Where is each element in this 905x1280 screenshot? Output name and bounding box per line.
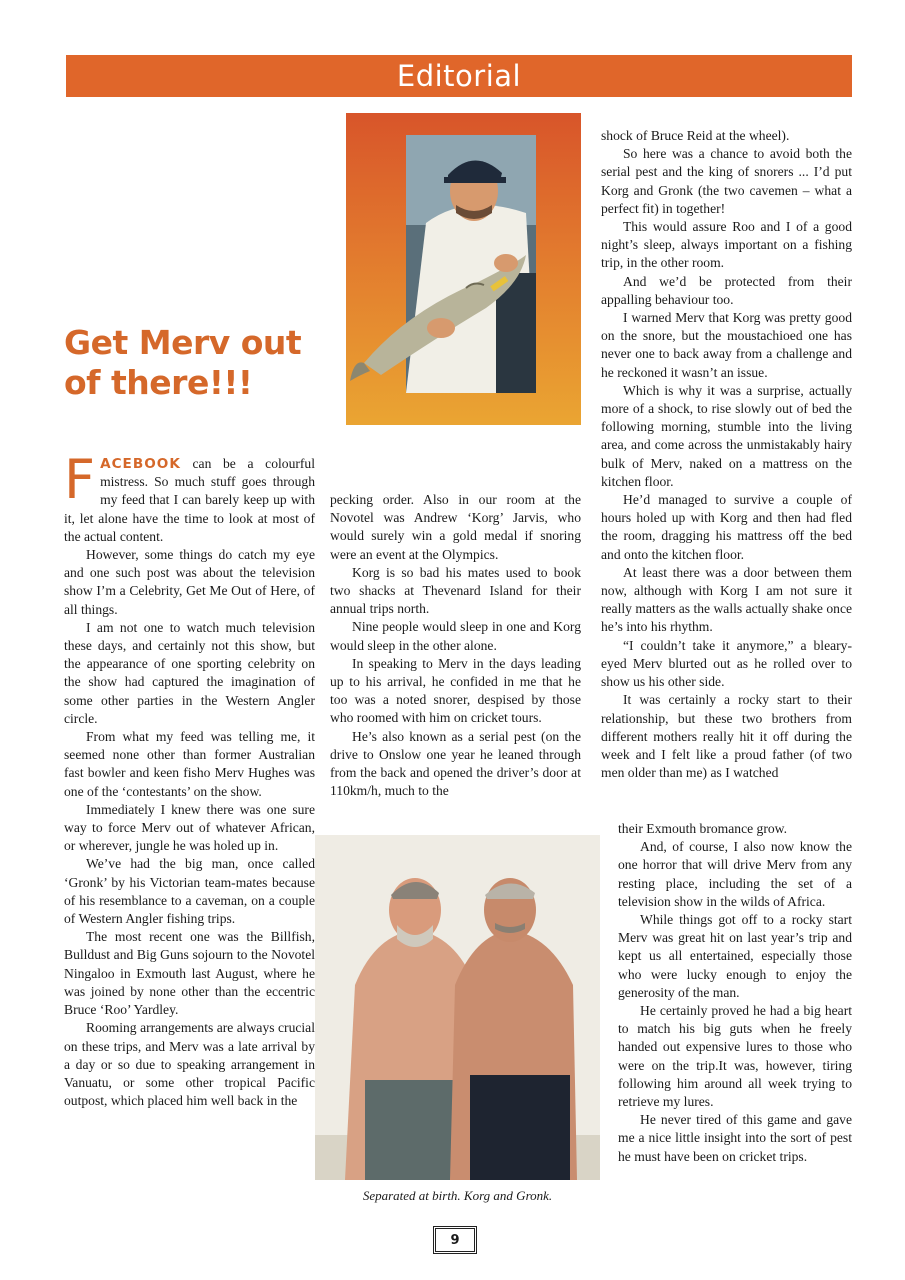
page-number: 9 bbox=[433, 1226, 477, 1254]
drop-cap: F bbox=[64, 448, 96, 511]
article-title: Get Merv out of there!!! bbox=[64, 323, 302, 402]
paragraph: In speaking to Merv in the days leading up to his arrival, he confided in me that he too was a noted snorer, despised by those who roomed with him on cricket tours. bbox=[330, 655, 581, 726]
paragraph: I am not one to watch much television these days, and certainly not this show, but the appearance of one sporting celebrity on the show had captured the imagination of some other parties in the Western Angler circle. bbox=[64, 619, 315, 726]
paragraph: “I couldn’t take it anymore,” a bleary-eyed Merv blurted out as he rolled over to show us his other side. bbox=[601, 637, 852, 690]
paragraph: Korg is so bad his mates used to book two shacks at Thevenard Island for their annual trips north. bbox=[330, 564, 581, 617]
paragraph: The most recent one was the Billfish, Bulldust and Big Guns sojourn to the Novotel Ningaloo in Exmouth last August, where he was joined by none other than the eccentric Bruce ‘Roo’ Yardley. bbox=[64, 929, 315, 1018]
paragraph: He’s also known as a serial pest (on the drive to Onslow one year he leaned through from the back and opened the driver’s door at 110km/h, much to the bbox=[330, 728, 581, 799]
article-column-3 bbox=[601, 127, 852, 782]
korg-and-gronk-photo bbox=[315, 835, 600, 1180]
article-column-1 bbox=[64, 448, 315, 1110]
paragraph: At least there was a door between them now, although with Korg I am not sure it really matters as the walls actually shake once he’s into his rhythm. bbox=[601, 564, 853, 635]
paragraph: Nine people would sleep in one and Korg would sleep in the other alone. bbox=[330, 619, 581, 653]
paragraph: And, of course, I also now know the one horror that will drive Merv from any resting place, including the set of a television show in the wilds of Africa. bbox=[618, 839, 852, 909]
section-banner bbox=[66, 55, 852, 97]
paragraph: Immediately I knew there was one sure way to force Merv out of whatever African, or wherever, jungle he was holed up in. bbox=[64, 801, 315, 854]
fisherman-photo bbox=[346, 113, 581, 425]
two-men-illustration bbox=[315, 835, 600, 1180]
paragraph: And we’d be protected from their appalling behaviour too. bbox=[601, 273, 852, 307]
photo-caption: Separated at birth. Korg and Gronk. bbox=[362, 1188, 553, 1203]
paragraph: So here was a chance to avoid both the serial pest and the king of snorers ... I’d put Korg and Gronk (the two cavemen – what a perfect fit) in together! bbox=[601, 146, 852, 216]
paragraph: He never tired of this game and gave me a nice little insight into the sort of pest he must have been on cricket trips. bbox=[618, 1112, 852, 1164]
paragraph: Rooming arrangements are always crucial on these trips, and Merv was a late arrival by a day or so due to speaking arrangement in Vanuatu, or some other tropical Pacific outpost, which placed him well back in the bbox=[64, 1020, 315, 1109]
paragraph: However, some things do catch my eye and one such post was about the television show I’m a Celebrity, Get Me Out of Here, of all things. bbox=[64, 547, 315, 617]
paragraph: While things got off to a rocky start Merv was great hit on last year’s trip and kept us all entertained, especially those who were lucky enough to enjoy the generosity of the man. bbox=[618, 912, 852, 1000]
paragraph: He’d managed to survive a couple of hours holed up with Korg and then had fled the room, dragging his mattress off the bed and onto the kitchen floor. bbox=[601, 492, 852, 562]
paragraph: shock of Bruce Reid at the wheel). bbox=[601, 128, 790, 143]
opening-paragraph bbox=[64, 448, 315, 546]
paragraph: From what my feed was telling me, it seemed none other than former Australian fast bowler and keen fisho Merv Hughes was one of the ‘contestants’ on the show. bbox=[64, 729, 315, 799]
section-title: Editorial bbox=[396, 59, 522, 93]
article-column-3-continued bbox=[618, 820, 852, 1166]
paragraph: This would assure Roo and I of a good night’s sleep, always important on a fishing trip, in the other room. bbox=[601, 219, 852, 271]
paragraph: Which is why it was a surprise, actually more of a shock, to rise slowly out of bed the following morning, stumble into the living area, and come across the unmistakably hairy bulk of Merv, naked on a mattress on the kitchen floor. bbox=[601, 382, 852, 489]
paragraph: We’ve had the big man, once called ‘Gronk’ by his Victorian team-mates because of his resemblance to a caveman, on a couple of Western Angler fishing trips. bbox=[64, 856, 315, 927]
fisherman-illustration bbox=[346, 113, 581, 425]
paragraph: He certainly proved he had a big heart to match his big guts when he freely handed out expensive lures to those who were on the trip.It was, however, tiring following him around all week trying to retrieve my lures. bbox=[618, 1003, 852, 1110]
paragraph: It was certainly a rocky start to their relationship, but these two brothers from different mothers really hit it off during the week and I felt like a proud father (of two men older than me) as I watched bbox=[601, 692, 852, 781]
paragraph: pecking order. Also in our room at the Novotel was Andrew ‘Korg’ Jarvis, who would surely win a gold medal if snoring were an event at the Olympics. bbox=[330, 492, 581, 562]
article-column-2 bbox=[330, 491, 581, 800]
lead-word: ACEBOOK bbox=[100, 456, 181, 472]
opening-text: can be a colourful mistress. So much stuff goes through my feed that I can barely keep up with it, let alone have the time to look at most of the actual content. bbox=[64, 456, 315, 544]
paragraph: I warned Merv that Korg was pretty good on the snore, but the moustachioed one has never one to back away from a challenge and he reckoned it wasn’t an issue. bbox=[601, 310, 852, 380]
paragraph: their Exmouth bromance grow. bbox=[618, 821, 787, 836]
